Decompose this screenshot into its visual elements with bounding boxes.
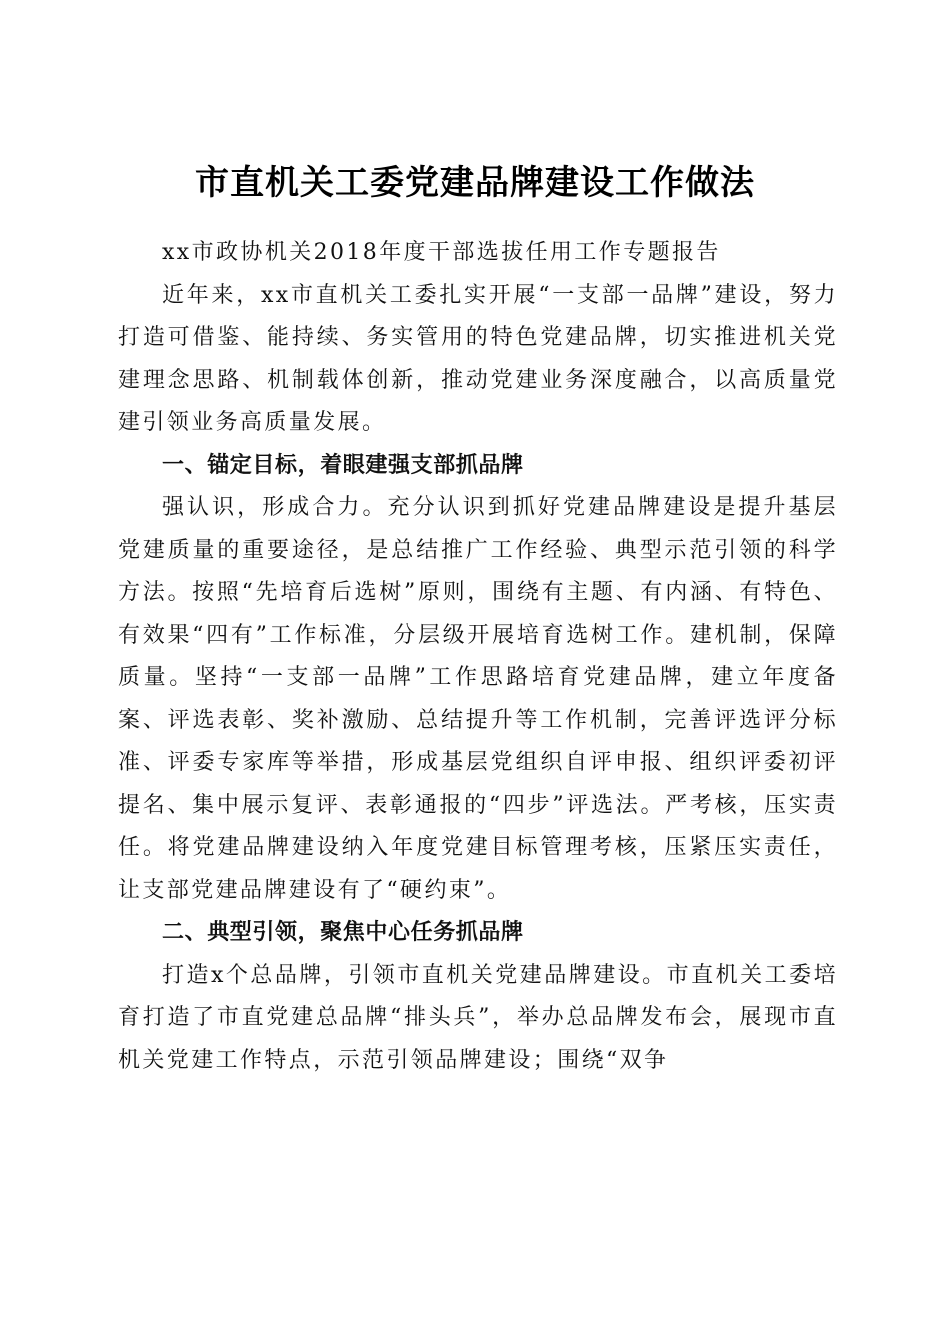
section2-heading: 二、典型引领，聚焦中心任务抓品牌 (162, 920, 524, 945)
section2-paragraph: 打造x个总品牌，引领市直机关党建品牌建设。市直机关工委培育打造了市直党建总品牌“排头兵”，举办总品牌发布会，展现市直机关党建工作特点，示范引领品牌建设；围绕“双争 (118, 962, 838, 1073)
section1-paragraph: 强认识，形成合力。充分认识到抓好党建品牌建设是提升基层党建质量的重要途径，是总结推广工作经验、典型示范引领的科学方法。按照“先培育后选树”原则，围绕有主题、有内涵、有特色、有效果“四有”工作标准，分层级开展培育选树工作。建机制，保障质量。坚持“一支部一品牌”工作思路培育党建品牌，建立年度备案、评选表彰、奖补激励、总结提升等工作机制，完善评选评分标准、评委专家库等举措，形成基层党组织自评申报、组织评委初评提名、集中展示复评、表彰通报的“四步”评选法。严考核，压实责任。将党建品牌建设纳入年度党建目标管理考核，压紧压实责任，让支部党建品牌建设有了“硬约束”。 (118, 495, 838, 903)
document-body (118, 232, 838, 1082)
document-title: 市直机关工委党建品牌建设工作做法 (195, 162, 755, 203)
intro-paragraph: 近年来，xx市直机关工委扎实开展“一支部一品牌”建设，努力打造可借鉴、能持续、务实管用的特色党建品牌，切实推进机关党建理念思路、机制载体创新，推动党建业务深度融合，以高质量党建引领业务高质量发展。 (118, 282, 838, 435)
section1-heading: 一、锚定目标，着眼建强支部抓品牌 (162, 452, 524, 478)
document-subtitle: xx市政协机关2018年度干部选拔任用工作专题报告 (162, 240, 721, 265)
